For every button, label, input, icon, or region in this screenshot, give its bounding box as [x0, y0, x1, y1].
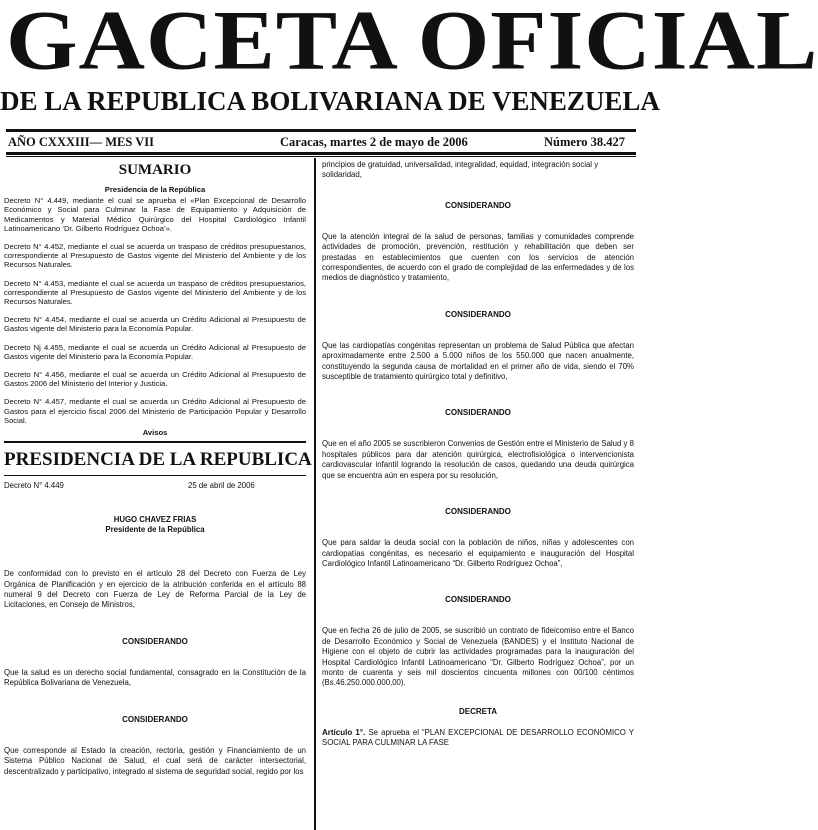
avisos-label: Avisos — [142, 428, 168, 438]
left-column — [4, 160, 312, 830]
considerando-heading: CONSIDERANDO — [122, 714, 188, 724]
top-rule — [6, 129, 636, 132]
right-column — [322, 160, 634, 830]
year-label: AÑO CXXXIII— MES VII — [8, 135, 154, 149]
issue-number: Número 38.427 — [544, 135, 626, 149]
presidencia-heading: PRESIDENCIA DE LA REPUBLICA — [4, 449, 312, 471]
considerando-paragraph: Que la atención integral de la salud de personas, familias y comunidades comprende actividades de promoción, prevención, restitución y rehabilitación que deben ser prestadas en establecimientos que cuenten con los servicios de atención correspondientes, de acuerdo con el grado de complejidad de las enfermedades y de los medios de diagnóstico y tratamiento, — [322, 231, 634, 283]
signer-name: HUGO CHAVEZ FRIAS — [113, 515, 197, 525]
considerando-paragraph: Que en el año 2005 se suscribieron Convenios de Gestión entre el Ministerio de Salud y 8 hospitales públicos para dar atención quirúrgica, electrofisiológica o intervencionista cardiovascular infantil logrando la resolución de casos, quedando una deuda quirúrgica que se encuentra aún en espera por su resolución, — [322, 439, 634, 480]
place-date: Caracas, martes 2 de mayo de 2006 — [280, 135, 468, 149]
considerando-heading: CONSIDERANDO — [445, 200, 511, 210]
sumario-entry: Decreto N° 4.453, mediante el cual se acuerda un traspaso de créditos presupuestarios, correspondiente al Presupuesto de Gastos vigente del Ministerio del Ambiente y de los Recursos Naturales. — [4, 278, 306, 307]
considerando-heading: CONSIDERANDO — [445, 408, 511, 418]
sumario-entry: Decreto N° 4.457, mediante el cual se acuerda un Crédito Adicional al Presupuesto de Gastos para el ejercicio fiscal 2006 del Ministerio de Participación Popular y Desarrollo Social. — [4, 397, 306, 425]
sumario-entry: Decreto N° 4.456, mediante el cual se acuerda un Crédito Adicional al Presupuesto de Gastos 2006 del Ministerio del Interior y Justicia. — [4, 370, 306, 389]
gazette-title: GACETA OFICIAL — [6, 0, 818, 88]
sumario-section: Presidencia de la República — [104, 185, 206, 194]
sumario-entry: Decreto Nj 4.455, mediante el cual se acuerda un Crédito Adicional al Presupuesto de Gastos vigente del Ministerio para la Economía Popular. — [4, 342, 306, 361]
intro-paragraph: De conformidad con lo previsto en el artículo 28 del Decreto con Fuerza de Ley Orgánica de Planificación y en ejercicio de la atribución conferida en el artículo 88 numeral 9 del Decreto con Fuerza de Ley de Reforma Parcial de la Ley de Licitaciones, en Consejo de Ministros, — [4, 569, 306, 610]
considerando-paragraph: Que en fecha 26 de julio de 2005, se suscribió un contrato de fideicomiso entre el Banco de Desarrollo Económico y Social de Venezuela (BANDES) y el Instituto Nacional de Higiene con el objeto de cubrir las actividades programadas para la inauguración del Hospital Cardiológico Infantil Latinoamericano “Dr. Gilberto Rodríguez Ochoa”, por un monto de cuarenta y seis mil doscientos cincuenta millones con 00/100 céntimos (Bs.46.250.000.000,00). — [322, 626, 634, 688]
article-text: Se aprueba el “PLAN EXCEPCIONAL DE DESARROLLO ECONÓMICO Y SOCIAL PARA CULMINAR LA FASE — [322, 727, 634, 748]
considerando-paragraph: Que las cardiopatías congénitas representan un problema de Salud Pública que afectan aproximadamente entre 2.500 a 5.000 niños de los 550.000 que nacen anualmente, constituyendo la segunda causa de mortalidad en el primer año de vida, siendo el 70% susceptible de tratamiento quirúrgico total y definitivo, — [322, 340, 634, 382]
masthead — [0, 0, 818, 130]
gazette-subtitle: DE LA REPUBLICA BOLIVARIANA DE VENEZUELA — [0, 86, 660, 116]
continuation-paragraph: principios de gratuidad, universalidad, integralidad, equidad, integración social y solidaridad, — [322, 160, 599, 180]
article-label: Artículo 1°. — [322, 727, 366, 737]
sumario-entry: Decreto N° 4.454, mediante el cual se acuerda un Crédito Adicional al Presupuesto de Gastos vigente del Ministerio para la Economía Popular. — [4, 315, 306, 334]
sumario-entry: Decreto N° 4.452, mediante el cual se acuerda un traspaso de créditos presupuestarios, correspondiente al Presupuesto de Gastos vigente del Ministerio del Ambiente y de los Recursos Naturales. — [4, 242, 306, 270]
considerando-heading: CONSIDERANDO — [445, 309, 511, 319]
considerando-paragraph: Que corresponde al Estado la creación, rectoría, gestión y Financiamiento de un Sistema Público Nacional de Salud, el cual será de carácter intersectorial, descentralizado y participativo, integrado al sistema de seguridad social, regido por los — [4, 745, 306, 776]
considerando-heading: CONSIDERANDO — [445, 595, 511, 605]
decree-date: 25 de abril de 2006 — [188, 481, 255, 491]
info-bar-bottom-rule — [6, 152, 636, 155]
signer-title: Presidente de la República — [105, 525, 205, 535]
info-bar — [6, 135, 636, 153]
info-bar-bottom-rule-thin — [6, 156, 636, 157]
decreta-heading: DECRETA — [458, 706, 498, 716]
signer-block — [4, 515, 306, 535]
considerando-paragraph: Que para saldar la deuda social con la población de niños, niñas y adolescentes con cardiopatías congénitas, es necesario el equipamiento e inauguración del Hospital Cardiológico Infantil Latinoamericano “Dr. Gilberto Rodríguez Ochoa”, — [322, 538, 634, 568]
considerando-heading: CONSIDERANDO — [122, 636, 188, 646]
considerando-paragraph: Que la salud es un derecho social fundamental, consagrado en la Constitución de la República Bolivariana de Venezuela, — [4, 667, 306, 688]
article-1 — [322, 728, 634, 749]
decree-number: Decreto N° 4.449 — [4, 481, 64, 491]
sumario-entry: Decreto N° 4.449, mediante el cual se aprueba el «Plan Excepcional de Desarrollo Económico y Social para Culminar la Fase de Equipamiento y Adquisición de Medicamentos y Material Médico Quirúrgico del Hospital Cardiológico Infantil Latinoamericano ‘Dr. Gilberto Rodríguez Ochoa’». — [4, 196, 306, 233]
considerando-heading: CONSIDERANDO — [445, 507, 511, 517]
column-divider — [314, 158, 316, 830]
sumario-bottom-rule — [4, 441, 306, 443]
sumario-heading: SUMARIO — [118, 162, 192, 178]
presidencia-rule — [4, 475, 306, 476]
decree-header — [4, 481, 306, 495]
